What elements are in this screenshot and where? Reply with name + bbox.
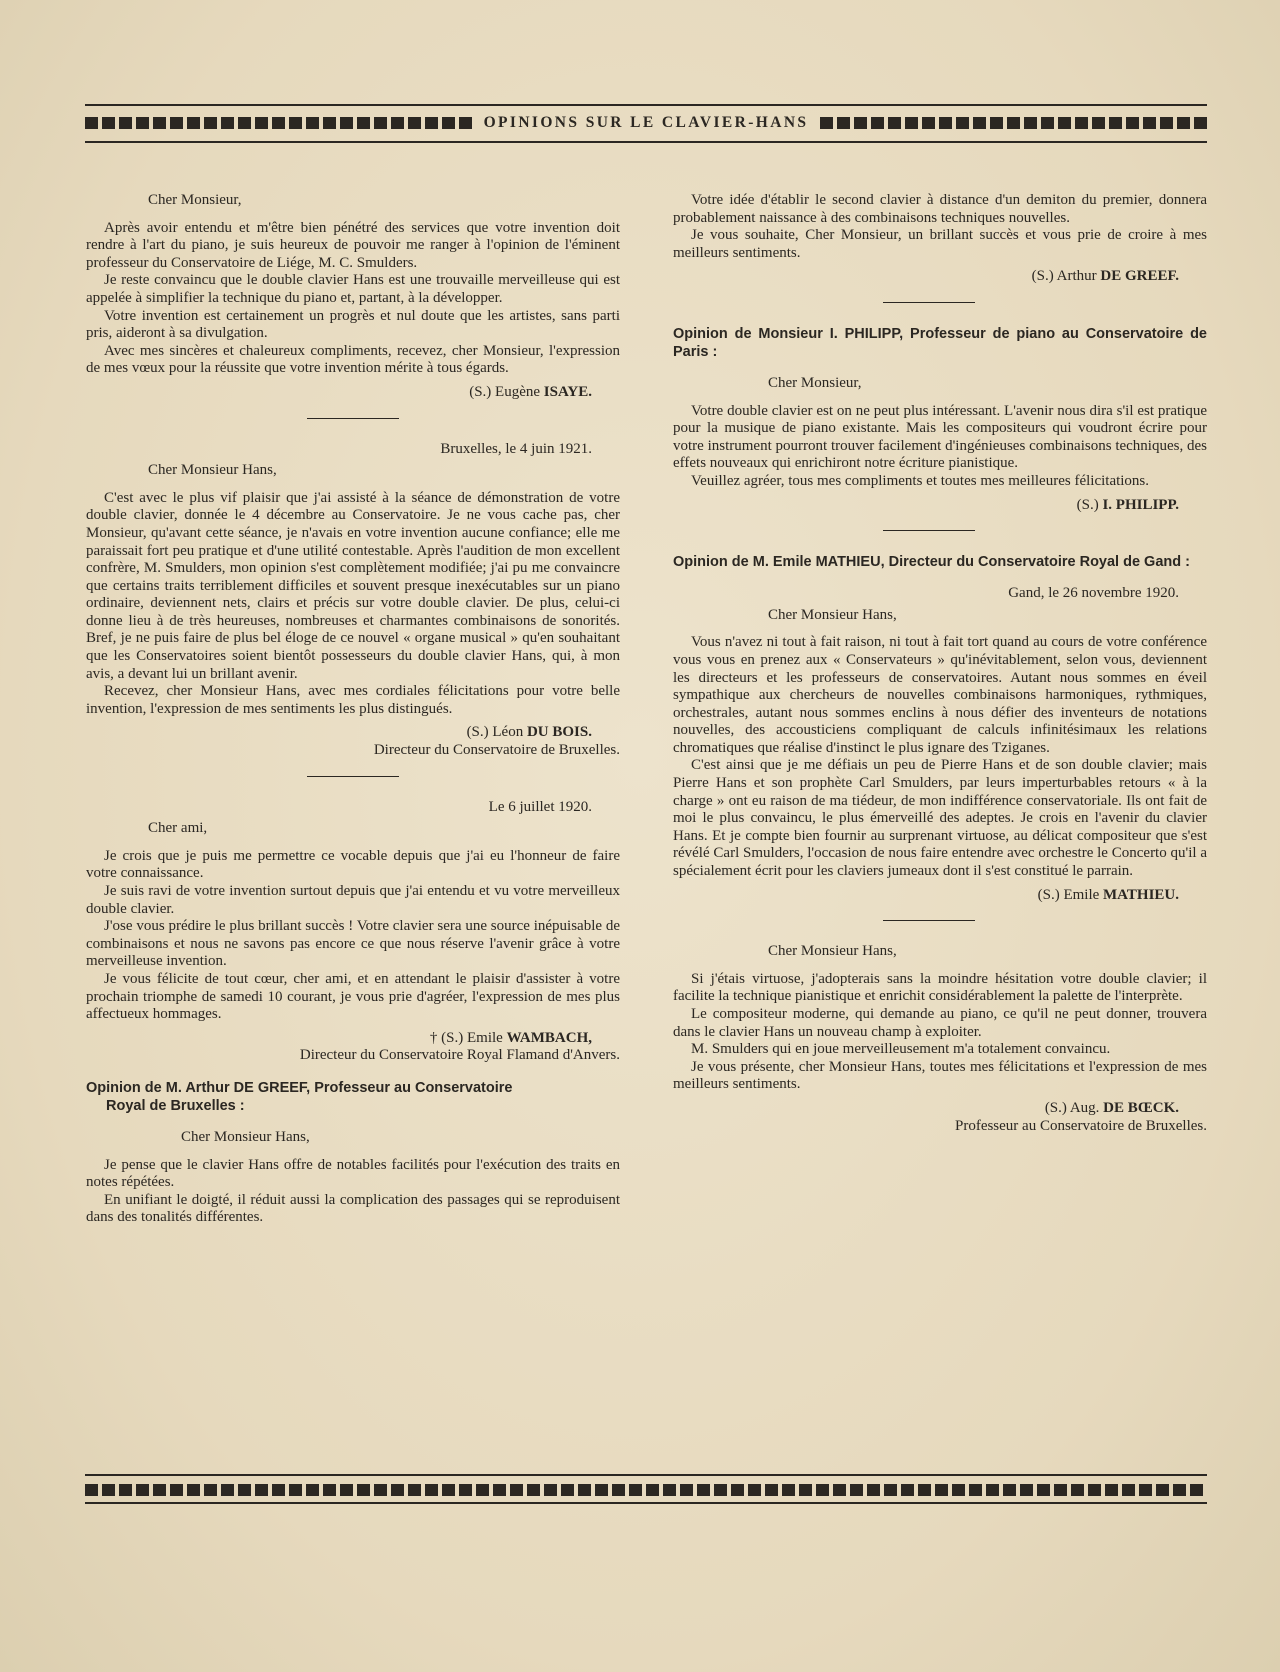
heading-line: Opinion de M. Arthur DE GREEF, Professeur au Conservatoire xyxy=(86,1079,513,1096)
header-ornament-right xyxy=(820,117,1207,129)
left-column xyxy=(86,192,620,1227)
separator xyxy=(883,920,975,921)
signature xyxy=(86,724,592,742)
paragraph: Je reste convaincu que le double clavier Hans est une trouvaille merveilleuse qui est appelée à simplifier la technique du piano et, partant, à la développer. xyxy=(86,272,620,306)
signature-name: ISAYE. xyxy=(543,383,592,400)
signature-name: WAMBACH, xyxy=(506,1029,592,1046)
paragraph: Veuillez agréer, tous mes compliments et toutes mes meilleures félicitations. xyxy=(691,472,1150,489)
paragraph: Votre double clavier est on ne peut plus intéressant. L'avenir nous dira s'il est pratique pour la musique de piano existante. Mais les compositeurs qui voudront écrire pour votre instrument pourront trouver facilement d'ingénieuses combinaisons techniques, des effets nouveaux qui enrichiront notre écriture pianistique. xyxy=(673,402,1207,472)
separator xyxy=(883,302,975,303)
letter-date: Bruxelles, le 4 juin 1921. xyxy=(440,440,592,457)
paragraph: Votre invention est certainement un progrès et nul doute que les artistes, sans parti pris, aideront à sa divulgation. xyxy=(86,307,620,342)
signature-name: DE BŒCK. xyxy=(1103,1099,1179,1116)
paragraph: Je crois que je puis me permettre ce vocable depuis que j'ai eu l'honneur de faire votre connaissance. xyxy=(86,847,620,882)
signature xyxy=(86,1030,592,1048)
signature xyxy=(673,497,1179,515)
salutation: Cher Monsieur Hans, xyxy=(768,943,897,960)
paragraph: Si j'étais virtuose, j'adopterais sans la moindre hésitation votre double clavier; il facilite la technique pianistique et enrichit considérablement la palette de l'interprète. xyxy=(673,970,1207,1005)
paragraph: M. Smulders qui en joue merveilleusement m'a totalement convaincu. xyxy=(691,1041,1111,1058)
paragraph: Vous n'avez ni tout à fait raison, ni tout à fait tort quand au cours de votre conférence vous vous en prenez aux « Conservateurs » qu'inévitablement, selon vous, deviennent les directeurs et les professeurs de conservatoires. Autant nous sommes en éveil sympathique aux chercheurs de nouvelles combinaisons harmoniques, rythmiques, orchestrales, autant nous sommes enclins à nous défier des inventeurs de notations nouvelles, des accousticiens compliquant de calculs infinitésimaux les relations chromatiques que réalise d'instinct le plus ignare des Tziganes. xyxy=(673,634,1207,756)
signature xyxy=(673,1100,1179,1118)
footer-rule-bottom xyxy=(85,1502,1207,1504)
signature xyxy=(673,887,1179,905)
opinion-heading: Opinion de Monsieur I. PHILIPP, Professeur de piano au Conservatoire de Paris : xyxy=(673,325,1207,360)
paragraph: Recevez, cher Monsieur Hans, avec mes cordiales félicitations pour votre belle invention, l'expression de mes sentiments les plus distingués. xyxy=(86,683,620,717)
paragraph: Je suis ravi de votre invention surtout depuis que j'ai entendu et vu votre merveilleux double clavier. xyxy=(86,883,620,917)
signature-name: DE GREEF. xyxy=(1100,268,1179,285)
letter-degreef-continued xyxy=(673,192,1207,286)
letter-degreef xyxy=(86,1079,620,1227)
right-column xyxy=(673,192,1207,1135)
header-ornament-left xyxy=(85,117,472,129)
letter-isaye xyxy=(86,192,620,402)
signature-role: Directeur du Conservatoire Royal Flamand d'Anvers. xyxy=(299,1047,620,1064)
signature-prefix: (S.) Léon xyxy=(466,724,527,741)
signature-role: Professeur au Conservatoire de Bruxelles. xyxy=(954,1117,1207,1134)
paragraph: C'est avec le plus vif plaisir que j'ai assisté à la séance de démonstration de votre double clavier, donnée le 4 décembre au Conservatoire. Je ne vous cache pas, cher Monsieur, qu'avant cette séance, je n'avais en votre invention aucune confiance; elle me paraissait fort peu pratique et d'une utilité contestable. Après l'audition de mon excellent confrère, M. Smulders, mon opinion s'est complètement modifiée; j'ai pu me convaincre que certains traits terriblement difficiles et souvent presque inexécutables sur un piano ordinaire, deviennent nets, clairs et précis sur votre double clavier. De plus, celui-ci donne lieu à de très heureuses, nombreuses et charmantes combinaisons de sonorités. Bref, je ne puis faire de plus bel éloge de ce nouvel « organe musical » qu'en souhaitant que les Conservatoires soient bientôt possesseurs du double clavier Hans, qui, à mon avis, a devant lui un brillant avenir. xyxy=(86,489,620,682)
paragraph: Je pense que le clavier Hans offre de notables facilités pour l'exécution des traits en notes répétées. xyxy=(86,1156,620,1191)
paragraph: Le compositeur moderne, qui demande au piano, ce qu'il ne peut donner, trouvera dans le clavier Hans un nouveau champ à exploiter. xyxy=(673,1006,1207,1040)
opinion-heading xyxy=(86,1079,620,1115)
salutation: Cher Monsieur, xyxy=(768,374,862,391)
separator xyxy=(307,418,399,419)
footer-ornament xyxy=(85,1484,1207,1496)
paragraph: C'est ainsi que je me défiais un peu de Pierre Hans et de son double clavier; mais Pierre Hans et son prophète Carl Smulders, par leurs imperturbables retours « à la charge » ont eu raison de ma tiédeur, de mon indifférence conservatoriale. Ils ont fait de moi le plus convaincu, le plus émerveillé des adeptes. Je crois en l'avenir du clavier Hans. Et je compte bien fournir au surprenant virtuose, au délicat compositeur que s'est révélé Carl Smulders, l'occasion de nous faire entendre avec orchestre le Concerto qu'il a spécialement écrit pour les claviers jumeaux dont il s'est constitué le parrain. xyxy=(673,757,1207,880)
paragraph: J'ose vous prédire le plus brillant succès ! Votre clavier sera une source inépuisable de combinaisons et nous ne savons pas encore ce que nous réserve l'avenir grâce à votre merveilleuse invention. xyxy=(86,918,620,970)
paragraph: Votre idée d'établir le second clavier à distance d'un demiton du premier, donnera probablement naissance à des combinaisons techniques nouvelles. xyxy=(673,192,1207,226)
separator xyxy=(883,530,975,531)
paragraph: En unifiant le doigté, il réduit aussi la complication des passages qui se reproduisent dans des tonalités différentes. xyxy=(86,1191,620,1226)
letter-mathieu xyxy=(673,553,1207,904)
heading-line: Royal de Bruxelles : xyxy=(106,1097,245,1114)
signature-name: I. PHILIPP. xyxy=(1102,496,1179,513)
paragraph: Je vous souhaite, Cher Monsieur, un brillant succès et vous prie de croire à mes meilleurs sentiments. xyxy=(673,227,1207,261)
letter-wambach xyxy=(86,799,620,1065)
letter-date: Gand, le 26 novembre 1920. xyxy=(1008,585,1179,602)
top-rule xyxy=(85,104,1207,106)
salutation: Cher Monsieur, xyxy=(148,192,242,208)
salutation: Cher Monsieur Hans, xyxy=(768,606,897,623)
letter-date: Le 6 juillet 1920. xyxy=(488,798,592,815)
signature-prefix: (S.) Arthur xyxy=(1031,268,1101,285)
letter-philipp xyxy=(673,325,1207,514)
signature xyxy=(673,268,1179,286)
page-title: OPINIONS SUR LE CLAVIER-HANS xyxy=(483,114,809,131)
signature-prefix: (S.) Eugène xyxy=(469,383,544,400)
signature-prefix: (S.) Emile xyxy=(1037,886,1104,903)
paragraph: Avec mes sincères et chaleureux compliments, recevez, cher Monsieur, l'expression de mes vœux pour la réussite que votre invention mérite à tous égards. xyxy=(86,342,620,377)
page-header xyxy=(85,112,1207,134)
letter-dubois xyxy=(86,441,620,760)
signature-role: Directeur du Conservatoire de Bruxelles. xyxy=(373,742,620,759)
paragraph: Après avoir entendu et m'être bien pénétré des services que votre invention doit rendre à l'art du piano, je suis heureux de pouvoir me ranger à l'opinion de l'éminent professeur du Conservatoire de Liége, M. C. Smulders. xyxy=(86,219,620,271)
salutation: Cher Monsieur Hans, xyxy=(181,1128,310,1145)
paragraph: Je vous félicite de tout cœur, cher ami, et en attendant le plaisir d'assister à votre prochain triomphe de samedi 10 courant, je vous prie d'agréer, l'expression de mes plus affectueux hommages. xyxy=(86,970,620,1023)
signature-prefix: (S.) xyxy=(1076,496,1103,513)
signature-prefix: (S.) Aug. xyxy=(1044,1099,1104,1116)
signature xyxy=(86,384,592,402)
signature-prefix: † (S.) Emile xyxy=(429,1029,507,1046)
signature-name: DU BOIS. xyxy=(526,724,592,741)
paragraph: Je vous présente, cher Monsieur Hans, toutes mes félicitations et l'expression de mes meilleurs sentiments. xyxy=(673,1058,1207,1093)
letter-deboeck xyxy=(673,943,1207,1135)
salutation: Cher Monsieur Hans, xyxy=(148,462,277,479)
opinion-heading: Opinion de M. Emile MATHIEU, Directeur du Conservatoire Royal de Gand : xyxy=(673,554,1190,571)
footer-rule-top xyxy=(85,1474,1207,1476)
header-rule xyxy=(85,141,1207,143)
signature-name: MATHIEU. xyxy=(1103,886,1179,903)
salutation: Cher ami, xyxy=(148,820,208,837)
separator xyxy=(307,776,399,777)
